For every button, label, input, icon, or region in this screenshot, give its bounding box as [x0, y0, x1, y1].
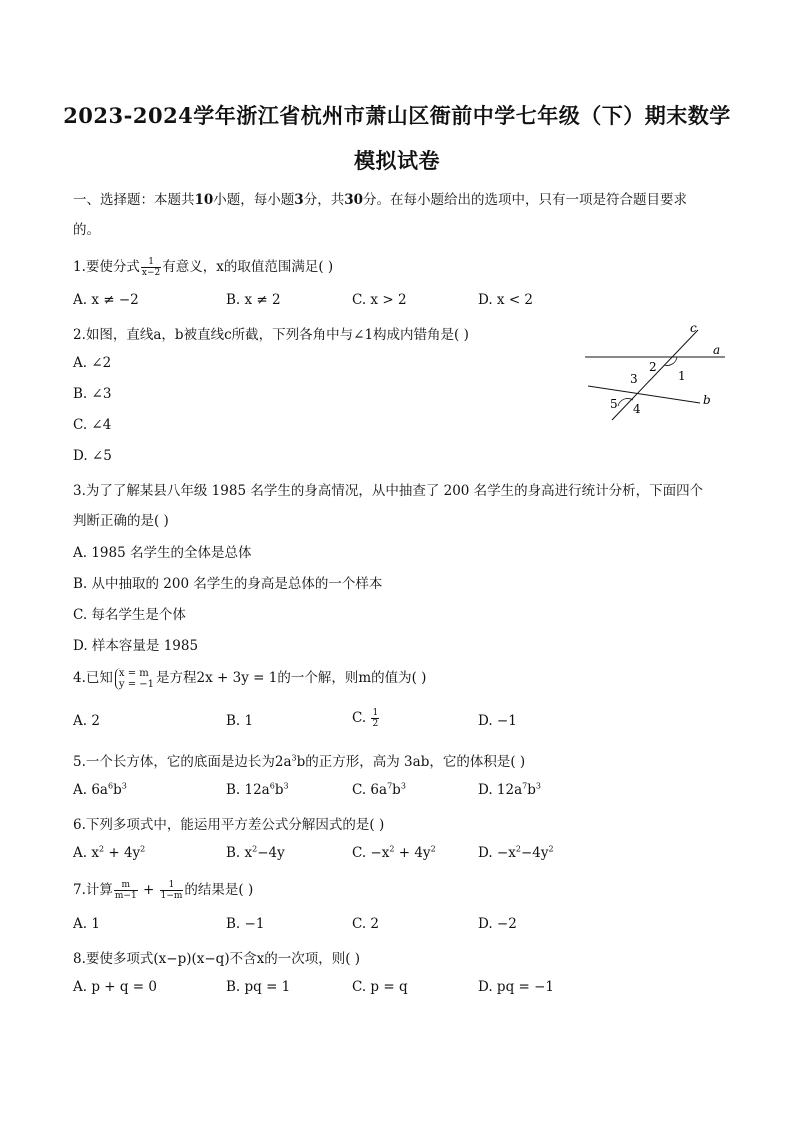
question-4-stem — [73, 666, 426, 690]
q7-option-a[interactable]: A. 1 — [73, 916, 100, 932]
q4-sys-line1: x = m — [118, 667, 149, 679]
q4-option-c[interactable] — [352, 708, 380, 729]
q4-option-d[interactable]: D. −1 — [478, 713, 517, 729]
q7-plus: + — [138, 882, 159, 898]
label-angle-1: 1 — [678, 369, 686, 383]
q7-post: 的结果是( ) — [184, 882, 254, 898]
q6-option-a[interactable]: A. $x^2 + 4y^2$ — [73, 844, 146, 861]
q5-sup: 3 — [291, 753, 297, 763]
q2-figure — [580, 318, 730, 428]
question-5-stem — [73, 750, 525, 770]
angle-5-arc — [618, 398, 633, 406]
q3-option-a[interactable]: A. 1985 名学生的全体是总体 — [73, 545, 252, 561]
q4-sys-line2: y = −1 — [118, 678, 155, 690]
section-intro-end: 的。 — [73, 222, 100, 238]
q5-option-b[interactable]: B. $12a^6b^3$ — [226, 781, 289, 798]
points-each: 3 — [294, 192, 304, 208]
intro-text: 分，共 — [303, 192, 345, 208]
q3-option-d[interactable]: D. 样本容量是 1985 — [73, 638, 199, 654]
q7-fraction-2: $\frac{1}{1-m}$ — [160, 880, 183, 901]
question-3-stem-line1: 3.为了了解某县八年级 1985 名学生的身高情况，从中抽查了 200 名学生的身高进行统计分析，下面四个 — [73, 483, 704, 499]
q1-frac-num: 1 — [141, 257, 161, 268]
q4-equation-system — [115, 668, 154, 690]
q8-option-d[interactable]: D. pq = −1 — [478, 979, 555, 995]
q4-c-num: 1 — [372, 708, 379, 718]
line-b — [588, 386, 700, 403]
q1-option-b[interactable]: B. x ≠ 2 — [226, 292, 281, 308]
exam-title-line1: 2023-2024学年浙江省杭州市萧山区衙前中学七年级（下）期末数学 — [63, 103, 731, 128]
q1-post: 有意义，x的取值范围满足( ) — [162, 259, 334, 275]
q7-pre: 7.计算 — [73, 882, 113, 898]
q8-option-c[interactable]: C. p = q — [352, 979, 408, 995]
q7-option-d[interactable]: D. −2 — [478, 916, 517, 932]
q2-option-d[interactable]: D. ∠5 — [73, 448, 112, 464]
q2-option-b[interactable]: B. ∠3 — [73, 386, 112, 402]
question-1-stem — [73, 255, 333, 278]
label-angle-3: 3 — [630, 372, 638, 386]
q6-option-d[interactable]: D. $-x^2-4y^2$ — [478, 844, 554, 861]
label-angle-4: 4 — [633, 402, 641, 416]
intro-text: 一、选择题：本题共 — [73, 192, 195, 208]
label-angle-5: 5 — [610, 397, 618, 411]
q1-fraction — [141, 257, 161, 278]
question-2-stem: 2.如图，直线a，b被直线c所截，下列各角中与∠1构成内错角是( ) — [73, 327, 469, 343]
question-7-stem — [73, 878, 253, 901]
label-b: b — [703, 393, 711, 407]
q4-option-c-fraction — [371, 708, 379, 729]
total-points: 30 — [344, 192, 363, 208]
question-3-stem-line2: 判断正确的是( ) — [73, 513, 169, 529]
label-a: a — [713, 343, 721, 357]
q5-option-c[interactable]: C. $6a^7b^3$ — [352, 781, 406, 798]
q1-pre: 1.要使分式 — [73, 259, 140, 275]
exam-title-line2: 模拟试卷 — [354, 148, 440, 173]
q6-option-c[interactable]: C. $-x^2 + 4y^2$ — [352, 844, 436, 861]
q4-option-b[interactable]: B. 1 — [226, 713, 254, 729]
question-6-stem: 6.下列多项式中，能运用平方差公式分解因式的是( ) — [73, 817, 385, 833]
q6-option-b[interactable]: B. $x^2-4y$ — [226, 844, 285, 861]
section-intro — [73, 188, 687, 208]
intro-text: 分。在每小题给出的选项中，只有一项是符合题目要求 — [363, 192, 687, 208]
intro-text: 小题，每小题 — [213, 192, 295, 208]
question-8-stem: 8.要使多项式(x−p)(x−q)不含x的一次项，则( ) — [73, 951, 361, 967]
q4-c-den: 2 — [372, 719, 379, 729]
q5-option-a[interactable]: A. $6a^6b^3$ — [73, 781, 127, 798]
q4-post: 是方程2x + 3y = 1的一个解，则m的值为( ) — [156, 670, 427, 686]
q5-post: b的正方形，高为 3ab，它的体积是( ) — [296, 754, 526, 770]
q1-frac-den: x−2 — [141, 268, 161, 278]
label-angle-2: 2 — [649, 360, 657, 374]
q1-option-c[interactable]: C. x > 2 — [352, 292, 407, 308]
q8-option-b[interactable]: B. pq = 1 — [226, 979, 291, 995]
q4-pre: 4.已知 — [73, 670, 113, 686]
q7-option-c[interactable]: C. 2 — [352, 916, 380, 932]
q1-option-d[interactable]: D. x < 2 — [478, 292, 534, 308]
q8-option-a[interactable]: A. p + q = 0 — [73, 979, 157, 995]
q4-option-c-label: C. — [352, 710, 367, 726]
q3-option-c[interactable]: C. 每名学生是个体 — [73, 607, 186, 623]
q1-option-a[interactable]: A. x ≠ −2 — [73, 292, 139, 308]
label-c: c — [690, 321, 697, 335]
q2-option-a[interactable]: A. ∠2 — [73, 355, 112, 371]
q4-option-a[interactable]: A. 2 — [73, 713, 100, 729]
q5-pre: 5.一个长方体，它的底面是边长为2a — [73, 754, 292, 770]
q7-fraction-1: $\frac{m}{m-1}$ — [114, 880, 137, 901]
q3-option-b[interactable]: B. 从中抽取的 200 名学生的身高是总体的一个样本 — [73, 576, 383, 592]
q7-option-b[interactable]: B. −1 — [226, 916, 265, 932]
q2-option-c[interactable]: C. ∠4 — [73, 417, 112, 433]
q5-option-d[interactable]: D. $12a^7b^3$ — [478, 781, 541, 798]
question-count: 10 — [194, 192, 214, 208]
